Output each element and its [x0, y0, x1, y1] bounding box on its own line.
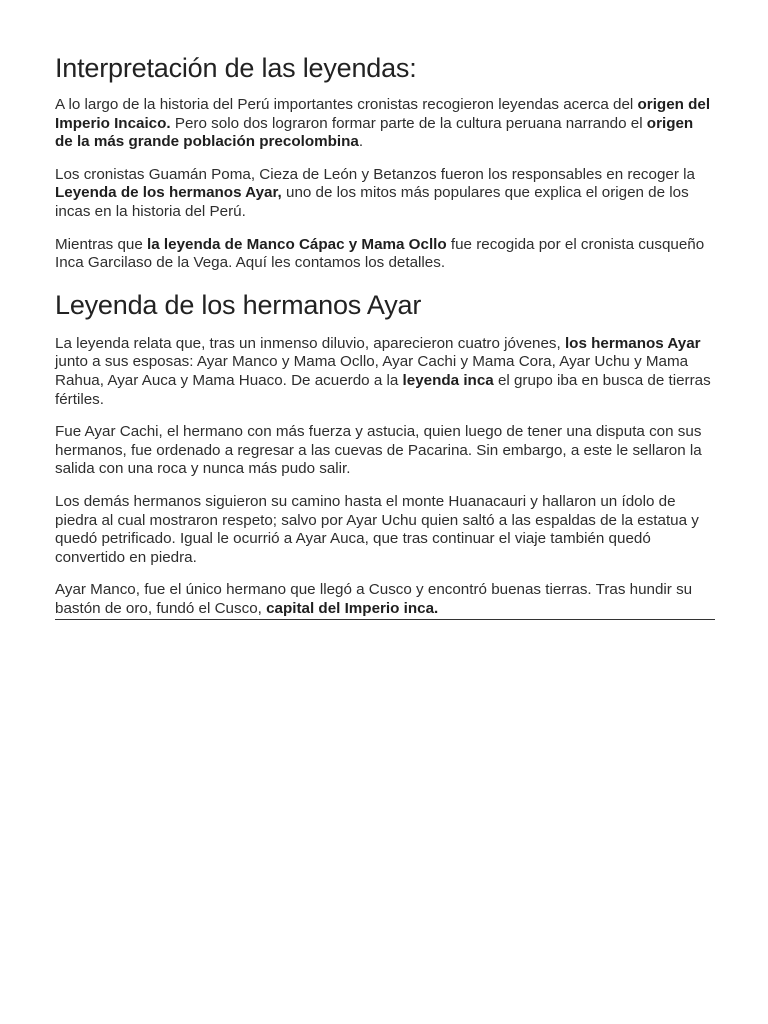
bold-leyenda-inca: leyenda inca	[402, 371, 494, 389]
bold-los-hermanos-ayar: los hermanos Ayar	[564, 334, 701, 352]
text-segment: fue recogida por el cronista cusqueño Inca Garcilaso de la Vega. Aquí les contamos los detalles.	[55, 235, 705, 272]
bold-origen-poblacion: origen de la más grande población precolombina	[55, 114, 694, 151]
bold-capital-imperio: capital del Imperio inca.	[266, 599, 439, 617]
paragraph-ayar-cachi	[55, 423, 715, 479]
text-segment: Los cronistas Guamán Poma, Cieza de León y Betanzos fueron los responsables en recoger la	[55, 165, 695, 183]
paragraph-cronistas-responsables	[55, 166, 715, 222]
bold-origen-imperio: origen del Imperio Incaico.	[55, 96, 711, 132]
text-segment: uno de los mitos más populares que explica el origen de los incas en la historia del Perú.	[55, 184, 689, 220]
text-segment: Pero solo dos lograron formar parte de la cultura peruana narrando el	[170, 114, 647, 132]
paragraph-manco-capac	[55, 236, 715, 273]
text-segment: Ayar Manco, fue el único hermano que llegó a Cusco y encontró buenas tierras. Tras hundir su bastón de oro, fundó el Cusco,	[55, 581, 693, 617]
section-heading-interpretacion: Interpretación de las leyendas:	[55, 53, 417, 83]
paragraph-diluvio	[55, 335, 715, 409]
paragraph-cronistas-intro	[55, 96, 715, 152]
paragraph-ayar-manco	[55, 581, 715, 620]
text-segment: Fue Ayar Cachi, el hermano con más fuerza y astucia, quien luego de tener una disputa con sus hermanos, fue ordenado a regresar a las cuevas de Pacarina. Sin embargo, a este le sellaron la salida con una roca y nunca más pudo salir.	[55, 423, 702, 478]
bold-leyenda-manco-capac: la leyenda de Manco Cápac y Mama Ocllo	[147, 235, 447, 253]
text-segment: Mientras que	[55, 235, 148, 253]
text-segment: Los demás hermanos siguieron su camino hasta el monte Huanacauri y hallaron un ídolo de piedra al cual mostraron respeto; salvo por Ayar Uchu quien saltó a las espaldas de la estatua y quedó petrificado. Igual le ocurrió a Ayar Auca, que tras continuar el viaje también quedó convertido en piedra.	[55, 492, 699, 566]
text-segment: el grupo iba en busca de tierras fértiles.	[55, 371, 711, 408]
paragraph-huanacauri	[55, 493, 715, 567]
text-segment: La leyenda relata que, tras un inmenso diluvio, aparecieron cuatro jóvenes,	[55, 334, 565, 352]
text-segment: A lo largo de la historia del Perú importantes cronistas recogieron leyendas acerca del	[55, 96, 638, 113]
section-heading-hermanos-ayar: Leyenda de los hermanos Ayar	[55, 289, 422, 320]
bold-leyenda-hermanos-ayar: Leyenda de los hermanos Ayar,	[55, 184, 282, 202]
text-segment: .	[358, 133, 364, 151]
text-segment: junto a sus esposas: Ayar Manco y Mama Ocllo, Ayar Cachi y Mama Cora, Ayar Uchu y Mama Rahua, Ayar Auca y Mama Huaco. De acuerdo a la	[55, 353, 689, 389]
document-page	[55, 50, 715, 620]
